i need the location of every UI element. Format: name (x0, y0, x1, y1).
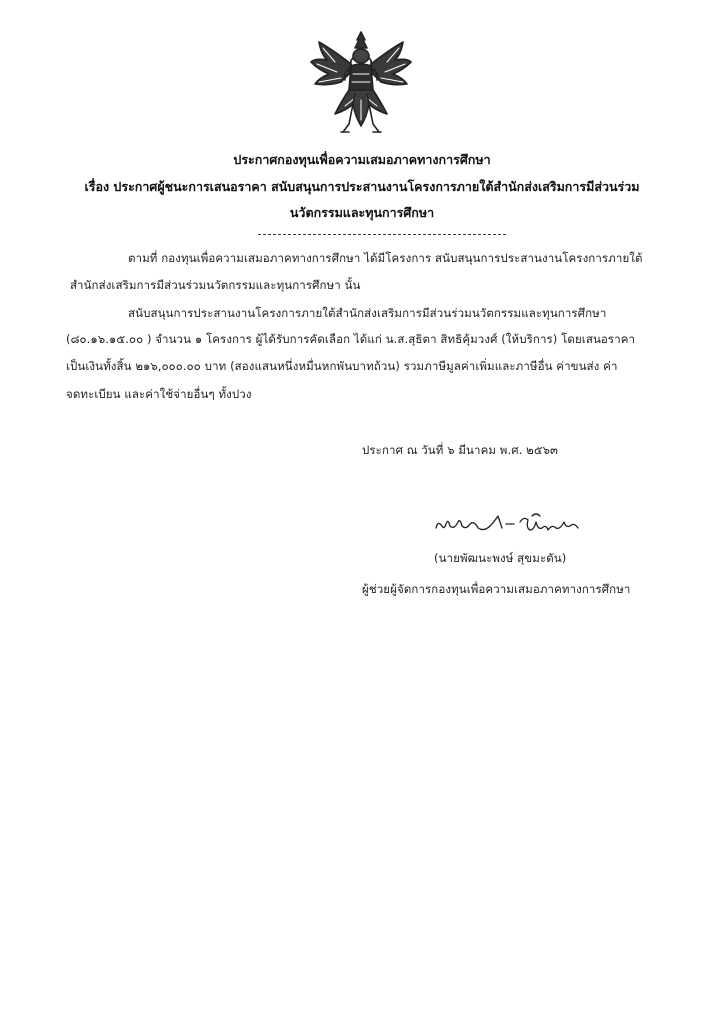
signer-position: ผู้ช่วยผู้จัดการกองทุนเพื่อความเสมอภาคทางการศึกษา (362, 582, 631, 596)
announcement-title: ประกาศกองทุนเพื่อความเสมอภาคทางการศึกษา (233, 152, 491, 167)
handwritten-signature-icon (432, 508, 592, 538)
paragraph-1-line-1: ตามที่ กองทุนเพื่อความเสมอภาคทางการศึกษา ได้มีโครงการ สนับสนุนการประสานงานโครงการภายใต้ (128, 251, 643, 265)
paragraph-2-line-4: จดทะเบียน และค่าใช้จ่ายอื่นๆ ทั้งปวง (66, 387, 252, 401)
paragraph-2-line-3: เป็นเงินทั้งสิ้น ๒๑๖,๐๐๐.๐๐ บาท (สองแสนหนึ่งหมื่นหกพันบาทถ้วน) รวมภาษีมูลค่าเพิ่มและภาษีอื่น ค่าขนส่ง ค่า (66, 359, 618, 373)
announcement-subject: เรื่อง ประกาศผู้ชนะการเสนอราคา สนับสนุนการประสานงานโครงการภายใต้สำนักส่งเสริมการมีส่วนร่วม (84, 179, 640, 194)
announcement-date: ประกาศ ณ วันที่ ๖ มีนาคม พ.ศ. ๒๕๖๓ (362, 443, 558, 457)
announcement-subject-continued: นวัตกรรมและทุนการศึกษา (289, 205, 435, 220)
title-divider (258, 234, 506, 235)
garuda-emblem-icon (305, 28, 417, 140)
paragraph-2-line-1: สนับสนุนการประสานงานโครงการภายใต้สำนักส่งเสริมการมีส่วนร่วมนวัตกรรมและทุนการศึกษา (128, 306, 607, 320)
paragraph-1-line-2: สำนักส่งเสริมการมีส่วนร่วมนวัตกรรมและทุนการศึกษา นั้น (70, 278, 361, 292)
paragraph-2-line-2: (๘๐.๑๖.๑๕.๐๐ ) จำนวน ๑ โครงการ ผู้ได้รับการคัดเลือก ได้แก่ น.ส.สุธิตา สิทธิคุ้มวงศ์ (ให้บริการ) โดยเสนอราคา (66, 332, 636, 346)
signer-name: (นายพัฒนะพงษ์ สุขมะดัน) (434, 551, 567, 565)
